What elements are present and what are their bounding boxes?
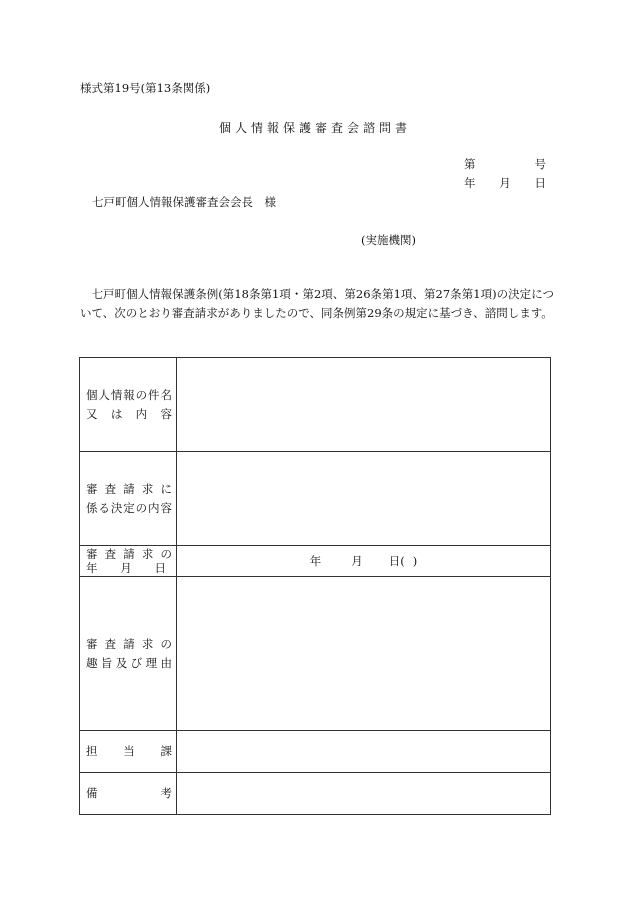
row-remarks — [80, 773, 551, 815]
department-field[interactable] — [177, 731, 551, 773]
label-cell — [80, 546, 177, 577]
document-number-line — [464, 156, 546, 172]
row-decision — [80, 452, 551, 546]
label-line: 趣 旨 及 び 理 由 — [86, 655, 172, 670]
label-line: 担 当 課 — [86, 744, 172, 758]
request-date-value — [177, 553, 550, 569]
row-request-date — [80, 546, 551, 577]
number-suffix: 号 — [534, 157, 546, 171]
label-cell — [80, 731, 177, 773]
document-title: 個人情報保護審査会諮問書 — [218, 121, 411, 135]
consultation-form-table — [79, 357, 551, 815]
reason-field[interactable] — [177, 577, 551, 731]
decision-field[interactable] — [177, 452, 551, 546]
row-subject — [80, 358, 551, 452]
number-prefix: 第 — [464, 157, 476, 171]
label-line: 個 人 情 報 の 件 名 — [86, 387, 172, 402]
label-cell — [80, 452, 177, 546]
label-line: 係 る 決 定 の 内 容 — [86, 500, 172, 515]
date-year: 年 — [464, 176, 476, 190]
request-date-close: ) — [412, 554, 418, 568]
addressee: 七戸町個人情報保護審査会会長 様 — [92, 195, 276, 209]
label-line: 審 査 請 求 の — [86, 636, 172, 651]
label-line: 審 査 請 求 に — [86, 481, 172, 496]
label-line: 審 査 請 求 の — [86, 547, 172, 561]
row-reason — [80, 577, 551, 731]
row-department — [80, 731, 551, 773]
label-cell — [80, 577, 177, 731]
document-date-line — [464, 175, 546, 191]
form-number: 様式第19号(第13条関係) — [80, 81, 211, 95]
subject-field[interactable] — [177, 358, 551, 452]
label-line: 年 月 日 — [86, 561, 166, 575]
label-line: 備 考 — [86, 786, 172, 800]
remarks-field[interactable] — [177, 773, 551, 815]
date-month: 月 — [499, 176, 511, 190]
body-paragraph: 七戸町個人情報保護条例(第18条第1項・第2項、第26条第1項、第27条第1項)の決定について、次のとおり審査請求がありましたので、同条例第29条の規定に基づき、諮問します。 — [80, 287, 554, 320]
agency-label: (実施機関) — [361, 233, 416, 247]
request-date-month: 月 — [351, 554, 363, 568]
request-date-field[interactable] — [177, 546, 551, 577]
label-cell — [80, 358, 177, 452]
label-cell — [80, 773, 177, 815]
request-date-year: 年 — [309, 554, 322, 568]
label-line: 又 は 内 容 — [86, 406, 172, 421]
request-date-day: 日( — [388, 554, 405, 568]
date-day: 日 — [534, 176, 546, 190]
